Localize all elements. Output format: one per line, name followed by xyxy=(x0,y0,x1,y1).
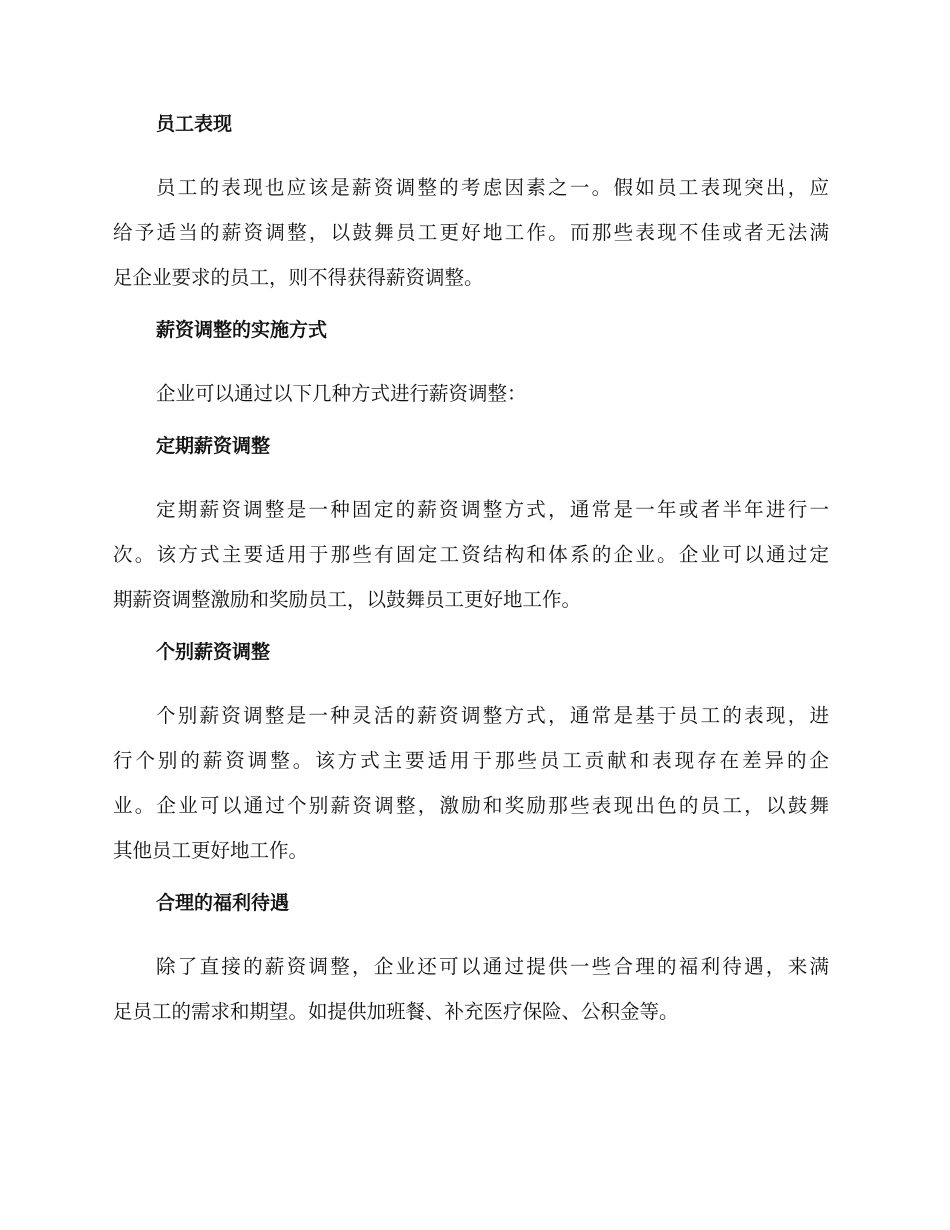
paragraph-line: 足员工的需求和期望。如提供加班餐、补充医疗保险、公积金等。 xyxy=(113,1000,679,1023)
paragraph-line: 除了直接的薪资调整，企业还可以通过提供一些合理的福利待遇，来满 xyxy=(156,955,829,978)
paragraph xyxy=(113,944,829,1034)
section-heading: 薪资调整的实施方式 xyxy=(156,319,328,341)
paragraph-line: 员工的表现也应该是薪资调整的考虑因素之一。假如员工表现突出，应 xyxy=(156,176,829,199)
section-heading: 定期薪资调整 xyxy=(156,435,271,457)
section-heading: 员工表现 xyxy=(156,113,233,135)
paragraph-line: 业。企业可以通过个别薪资调整，激励和奖励那些表现出色的员工，以鼓舞 xyxy=(113,794,829,817)
paragraph-line: 企业可以通过以下几种方式进行薪资调整： xyxy=(156,382,527,405)
paragraph-line: 行个别的薪资调整。该方式主要适用于那些员工贡献和表现存在差异的企 xyxy=(113,749,829,772)
section-heading: 个别薪资调整 xyxy=(156,641,271,663)
paragraph-line: 给予适当的薪资调整，以鼓舞员工更好地工作。而那些表现不佳或者无法满 xyxy=(113,221,829,244)
paragraph xyxy=(113,693,829,873)
paragraph xyxy=(113,371,829,416)
paragraph xyxy=(113,487,829,622)
paragraph-line: 期薪资调整激励和奖励员工，以鼓舞员工更好地工作。 xyxy=(113,588,582,611)
paragraph-line: 其他员工更好地工作。 xyxy=(113,839,309,862)
paragraph-line: 足企业要求的员工，则不得获得薪资调整。 xyxy=(113,266,484,289)
paragraph-line: 定期薪资调整是一种固定的薪资调整方式，通常是一年或者半年进行一 xyxy=(156,498,829,521)
paragraph-line: 个别薪资调整是一种灵活的薪资调整方式，通常是基于员工的表现，进 xyxy=(156,704,829,727)
section-heading: 合理的福利待遇 xyxy=(156,892,290,914)
paragraph xyxy=(113,165,829,300)
document-page xyxy=(113,108,829,1048)
paragraph-line: 次。该方式主要适用于那些有固定工资结构和体系的企业。企业可以通过定 xyxy=(113,543,829,566)
